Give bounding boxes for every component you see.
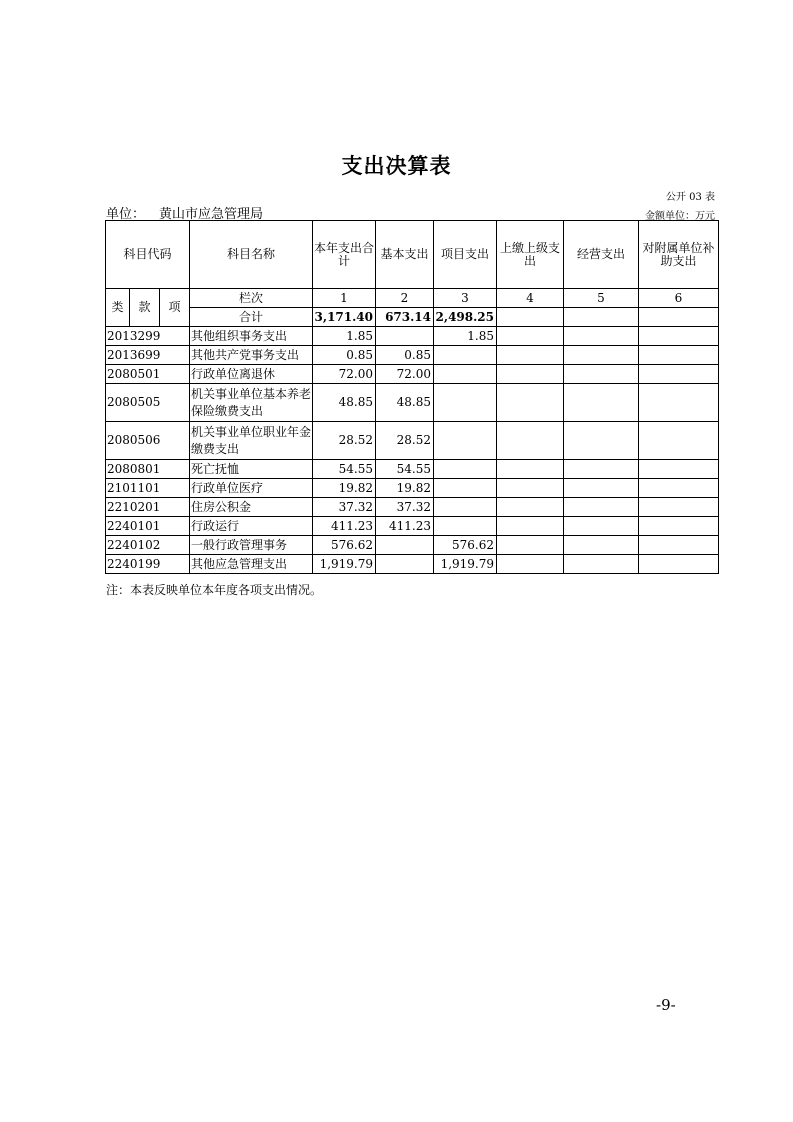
row-col2: 411.23	[376, 517, 434, 536]
row-col3	[434, 498, 497, 517]
table-row	[106, 460, 719, 479]
total-col3: 2,498.25	[434, 308, 497, 327]
form-number: 公开 03 表	[665, 192, 715, 203]
row-name: 机关事业单位职业年金缴费支出	[190, 422, 313, 460]
row-code: 2080505	[106, 384, 190, 422]
row-name: 其他共产党事务支出	[190, 346, 313, 365]
row-col3	[434, 460, 497, 479]
row-code: 2210201	[106, 498, 190, 517]
total-row	[106, 308, 719, 327]
header-col4: 上缴上级支出	[497, 221, 564, 289]
row-name: 一般行政管理事务	[190, 536, 313, 555]
row-col2	[376, 555, 434, 574]
header-lanci: 栏次	[190, 289, 313, 308]
total-col5	[564, 308, 639, 327]
column-number-1: 1	[313, 289, 376, 308]
header-col6: 对附属单位补助支出	[639, 221, 719, 289]
expenditure-table	[105, 220, 719, 574]
row-code: 2101101	[106, 479, 190, 498]
unit-name: 黄山市应急管理局	[159, 207, 264, 222]
row-col1: 37.32	[313, 498, 376, 517]
column-number-2: 2	[376, 289, 434, 308]
header-code: 科目代码	[106, 221, 190, 289]
row-name: 其他应急管理支出	[190, 555, 313, 574]
table-row	[106, 479, 719, 498]
row-name: 其他组织事务支出	[190, 327, 313, 346]
row-col2	[376, 536, 434, 555]
amount-unit: 金额单位：万元	[645, 211, 715, 222]
total-col4	[497, 308, 564, 327]
table-row	[106, 536, 719, 555]
row-code: 2240102	[106, 536, 190, 555]
row-name: 机关事业单位基本养老保险缴费支出	[190, 384, 313, 422]
row-name: 死亡抚恤	[190, 460, 313, 479]
column-number-6: 6	[639, 289, 719, 308]
header-row	[106, 221, 719, 289]
table-row	[106, 517, 719, 536]
header-xiang: 项	[160, 289, 190, 327]
row-name: 行政单位离退休	[190, 365, 313, 384]
row-col3: 1.85	[434, 327, 497, 346]
total-col6	[639, 308, 719, 327]
table-row	[106, 327, 719, 346]
table-row	[106, 498, 719, 517]
row-name: 行政运行	[190, 517, 313, 536]
row-col2	[376, 327, 434, 346]
row-col1: 576.62	[313, 536, 376, 555]
table-note: 注：本表反映单位本年度各项支出情况。	[106, 583, 323, 597]
row-code: 2080501	[106, 365, 190, 384]
row-col2: 0.85	[376, 346, 434, 365]
row-col3	[434, 346, 497, 365]
column-number-5: 5	[564, 289, 639, 308]
total-label: 合计	[190, 308, 313, 327]
row-col3: 1,919.79	[434, 555, 497, 574]
header-name: 科目名称	[190, 221, 313, 289]
row-col1: 1.85	[313, 327, 376, 346]
header-col1: 本年支出合计	[313, 221, 376, 289]
row-col2: 37.32	[376, 498, 434, 517]
page-number: -9-	[656, 996, 676, 1014]
header-lei: 类	[106, 289, 130, 327]
row-code: 2013699	[106, 346, 190, 365]
row-col2: 28.52	[376, 422, 434, 460]
row-col1: 1,919.79	[313, 555, 376, 574]
total-col1: 3,171.40	[313, 308, 376, 327]
unit-label: 单位：	[106, 207, 146, 222]
row-col1: 54.55	[313, 460, 376, 479]
row-col3	[434, 384, 497, 422]
row-col3	[434, 479, 497, 498]
page-title: 支出决算表	[341, 154, 452, 178]
column-number-3: 3	[434, 289, 497, 308]
row-name: 行政单位医疗	[190, 479, 313, 498]
row-col3	[434, 365, 497, 384]
table-row	[106, 346, 719, 365]
column-number-4: 4	[497, 289, 564, 308]
row-col1: 72.00	[313, 365, 376, 384]
row-col2: 54.55	[376, 460, 434, 479]
table-row	[106, 384, 719, 422]
header-kuan: 款	[130, 289, 160, 327]
row-col2: 19.82	[376, 479, 434, 498]
row-col3: 576.62	[434, 536, 497, 555]
row-col1: 19.82	[313, 479, 376, 498]
row-col3	[434, 422, 497, 460]
row-col3	[434, 517, 497, 536]
header-col5: 经营支出	[564, 221, 639, 289]
row-col1: 48.85	[313, 384, 376, 422]
row-col1: 0.85	[313, 346, 376, 365]
row-col2: 48.85	[376, 384, 434, 422]
header-col3: 项目支出	[434, 221, 497, 289]
row-name: 住房公积金	[190, 498, 313, 517]
row-code: 2080801	[106, 460, 190, 479]
row-col1: 28.52	[313, 422, 376, 460]
row-col2: 72.00	[376, 365, 434, 384]
table-row	[106, 365, 719, 384]
row-code: 2013299	[106, 327, 190, 346]
row-code: 2240101	[106, 517, 190, 536]
column-number-row	[106, 289, 719, 308]
row-code: 2240199	[106, 555, 190, 574]
table-row	[106, 422, 719, 460]
row-col1: 411.23	[313, 517, 376, 536]
header-col2: 基本支出	[376, 221, 434, 289]
total-col2: 673.14	[376, 308, 434, 327]
row-code: 2080506	[106, 422, 190, 460]
table-row	[106, 555, 719, 574]
